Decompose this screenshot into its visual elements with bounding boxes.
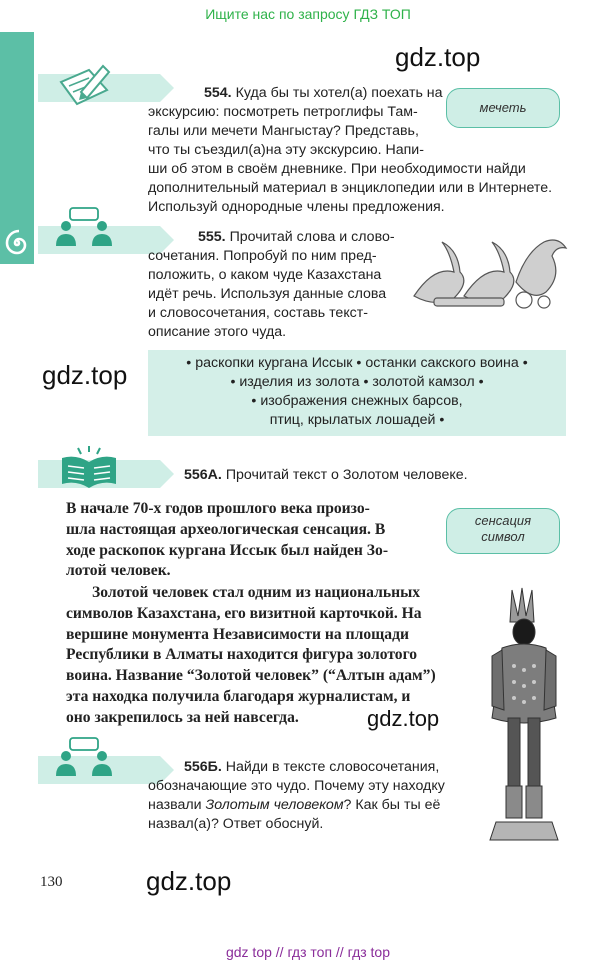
- spiral-icon: [2, 228, 32, 258]
- task-number: 554.: [204, 85, 232, 101]
- task-number: 556А.: [184, 467, 222, 483]
- vocab-word: сенсация: [474, 513, 532, 528]
- task-number: 555.: [198, 229, 226, 245]
- task-556b-text: 556Б. Найди в тексте словосочетания, обозначающие это чудо. Почему эту находку назвали Золотым человеком? Как бы ты её назвал(а)? Ответ обоснуй.: [148, 759, 445, 832]
- vocab-bubble: [446, 88, 560, 128]
- pencil-writing-icon: [55, 60, 113, 108]
- word-list-line: • раскопки кургана Иссык • останки сакского воина •: [186, 355, 528, 371]
- watermark: gdz.top: [146, 866, 232, 896]
- main-text-paragraph-1: В начале 70-х годов прошлого века произо- шла настоящая археологическая сенсация. В ходе раскопок кургана Иссык был найден Зо- лотой человек.: [66, 500, 389, 580]
- page-number: 130: [40, 874, 63, 890]
- word-list-line: птиц, крылатых лошадей •: [269, 412, 445, 428]
- vocab-word: символ: [481, 529, 525, 544]
- open-book-icon: [58, 444, 120, 490]
- word-list-line: • изделия из золота • золотой камзол •: [230, 374, 484, 390]
- word-list-line: • изображения снежных барсов,: [251, 393, 463, 409]
- watermark: gdz.top: [42, 360, 128, 390]
- people-talking-icon: [52, 206, 116, 248]
- task-554-body: экскурсию: посмотреть петроглифы Там- галы или мечети Мангыстау? Представь, что ты съездил(а)на эту экскурсию. Напи- ши об этом в своём дневнике. При необходимости найди дополнительный материал в энциклопедии или в Интернете. Используй однородные члены предложения.: [148, 104, 553, 215]
- task-554-text: 554. Куда бы ты хотел(а) поехать на: [204, 85, 443, 101]
- task-number: 556Б.: [184, 759, 222, 775]
- bottom-banner: gdz top // гдз топ // гдз top: [225, 944, 391, 960]
- vocab-bubble: [446, 508, 560, 554]
- task-556a-text: 556А. Прочитай текст о Золотом человеке.: [184, 467, 468, 483]
- golden-ibex-figures: [404, 222, 572, 312]
- watermark: gdz.top: [367, 706, 440, 731]
- people-talking-icon: [52, 736, 116, 778]
- main-text-paragraph-2: Золотой человек стал одним из национальных символов Казахстана, его визитной карточкой. На вершине монумента Независимости на площади Республики в Алматы находится фигура золотого воина. Название “Золотой человек” (“Алтын адам”) эта находка получила благодаря журналистам, и оно закрепилось за ней навсегда.: [66, 584, 436, 726]
- golden-warrior-figure: [474, 586, 574, 842]
- top-banner: Ищите нас по запросу ГДЗ ТОП: [205, 6, 411, 22]
- task-555-text: 555. Прочитай слова и слово- сочетания. Попробуй по ним пред- положить, о каком чуде Казахстана идёт речь. Используя данные слова и словосочетания, составь текст- описание этого чуда.: [148, 229, 395, 340]
- vocab-word: мечеть: [479, 100, 527, 115]
- watermark: gdz.top: [395, 42, 481, 72]
- word-list-box: [148, 350, 566, 436]
